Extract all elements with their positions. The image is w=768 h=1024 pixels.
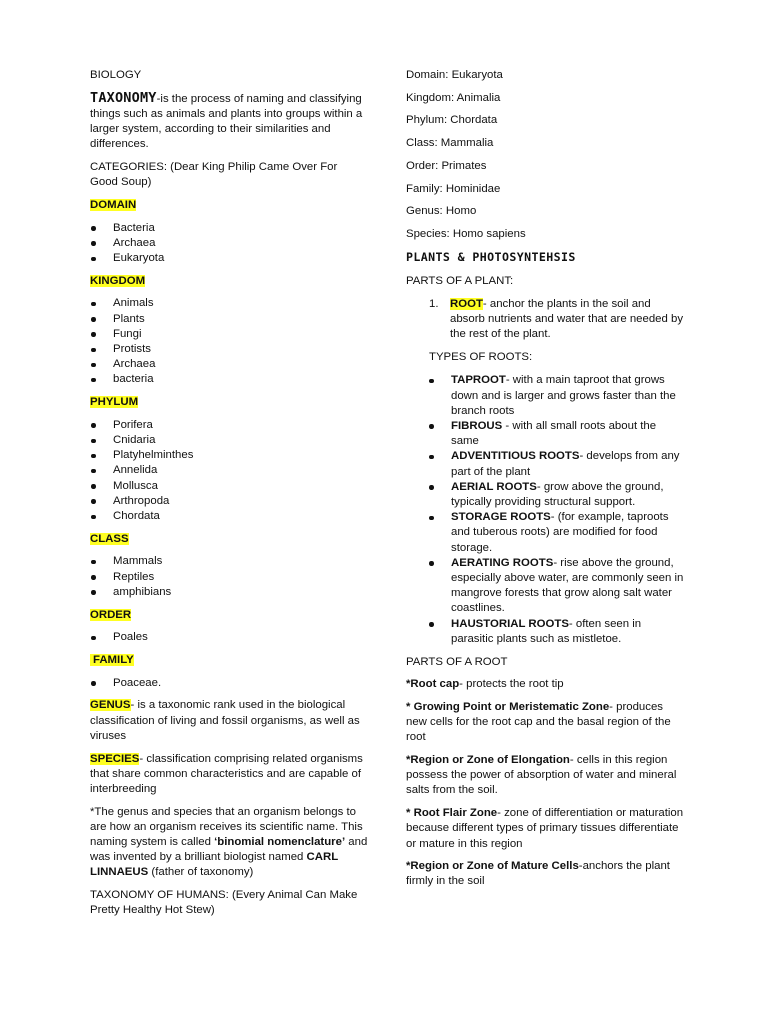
rank-kingdom: Kingdom: Animalia xyxy=(406,91,501,104)
domain-list xyxy=(90,221,368,267)
parts-of-root-label: PARTS OF A ROOT xyxy=(406,655,508,668)
list-item: Archaea xyxy=(90,357,368,372)
list-item: Protists xyxy=(90,342,368,357)
list-item: Eukaryota xyxy=(90,251,368,266)
plants-section-title: PLANTS & PHOTOSYNTEHSIS xyxy=(406,249,576,264)
kingdom-heading: KINGDOM xyxy=(90,274,146,287)
list-item: Porifera xyxy=(90,418,368,433)
species-definition: SPECIES- classification comprising related organisms that share common characteristics and are capable of interbreeding xyxy=(90,752,363,795)
root-part-root-cap: *Root cap- protects the root tip xyxy=(406,678,564,691)
rank-species: Species: Homo sapiens xyxy=(406,227,526,240)
class-heading: CLASS xyxy=(90,532,129,545)
rank-class: Class: Mammalia xyxy=(406,137,494,150)
parts-of-plant-label: PARTS OF A PLANT: xyxy=(406,274,514,287)
list-item: Poales xyxy=(90,630,368,645)
list-item: TAPROOT- with a main taproot that grows down and is larger and grows faster than the branch roots xyxy=(428,373,686,419)
root-part-flair-zone: * Root Flair Zone- zone of differentiation or maturation because different types of primary tissues differentiate or mature in this region xyxy=(406,807,684,850)
humans-taxonomy-mnemonic: TAXONOMY OF HUMANS: (Every Animal Can Make Pretty Healthy Hot Stew) xyxy=(90,889,358,917)
root-part-elongation: *Region or Zone of Elongation- cells in this region possess the power of absorption of water and mineral salts from the soil. xyxy=(406,754,677,797)
list-item: Annelida xyxy=(90,463,368,478)
root-part-mature-cells: *Region or Zone of Mature Cells-anchors the plant firmly in the soil xyxy=(406,860,670,888)
list-item: amphibians xyxy=(90,585,368,600)
root-types-list xyxy=(406,373,686,647)
list-item: ADVENTITIOUS ROOTS- develops from any part of the plant xyxy=(428,449,686,479)
list-item: Chordata xyxy=(90,509,368,524)
phylum-list xyxy=(90,418,368,524)
rank-genus: Genus: Homo xyxy=(406,205,477,218)
list-item: Bacteria xyxy=(90,221,368,236)
list-item: Fungi xyxy=(90,327,368,342)
list-item: HAUSTORIAL ROOTS- often seen in parasitic plants such as mistletoe. xyxy=(428,617,686,647)
kingdom-list xyxy=(90,296,368,387)
list-item: FIBROUS - with all small roots about the same xyxy=(428,419,686,449)
rank-phylum: Phylum: Chordata xyxy=(406,114,498,127)
rank-order: Order: Primates xyxy=(406,159,487,172)
list-item: STORAGE ROOTS- (for example, taproots and tuberous roots) are modified for food storage. xyxy=(428,510,686,556)
numbered-item-root: 1. ROOT- anchor the plants in the soil and absorb nutrients and water that are needed by the rest of the plant. xyxy=(429,297,684,340)
list-item: Platyhelminthes xyxy=(90,448,368,463)
list-item: Mollusca xyxy=(90,479,368,494)
list-item: bacteria xyxy=(90,372,368,387)
item-number: 1. xyxy=(429,297,439,310)
list-item: Mammals xyxy=(90,554,368,569)
rank-domain: Domain: Eukaryota xyxy=(406,69,503,81)
right-column xyxy=(406,68,686,897)
order-heading: ORDER xyxy=(90,608,132,621)
list-item: AERATING ROOTS- rise above the ground, especially above water, are commonly seen in mangrove forests that grow along salt water coastlines. xyxy=(428,556,686,617)
list-item: Animals xyxy=(90,296,368,311)
list-item: Poaceae. xyxy=(90,676,368,691)
family-list xyxy=(90,676,368,691)
taxonomy-term: TAXONOMY xyxy=(90,89,157,106)
left-column xyxy=(90,68,368,926)
root-term: ROOT xyxy=(450,297,483,310)
types-of-roots-label: TYPES OF ROOTS: xyxy=(429,351,533,364)
list-item: Reptiles xyxy=(90,570,368,585)
binomial-note: *The genus and species that an organism belongs to are how an organism receives its scientific name. This naming system is called ‘binomial nomenclature’ and was invented by a brilliant biologist named CARL LINNAEUS (father of taxonomy) xyxy=(90,805,368,879)
list-item: Cnidaria xyxy=(90,433,368,448)
subject-label: BIOLOGY xyxy=(90,69,142,81)
family-heading: FAMILY xyxy=(90,653,368,668)
root-part-growing-point: * Growing Point or Meristematic Zone- produces new cells for the root cap and the basal region of the root xyxy=(406,700,671,744)
categories-mnemonic: CATEGORIES: (Dear King Philip Came Over For Good Soup) xyxy=(90,161,338,189)
list-item: Arthropoda xyxy=(90,494,368,509)
rank-family: Family: Hominidae xyxy=(406,182,501,195)
domain-heading: DOMAIN xyxy=(90,198,137,211)
list-item: Plants xyxy=(90,312,368,327)
list-item: AERIAL ROOTS- grow above the ground, typically providing structural support. xyxy=(428,480,686,510)
class-list xyxy=(90,554,368,600)
taxonomy-definition: TAXONOMY-is the process of naming and classifying things such as animals and plants into groups within a larger system, according to their similarities and differences. xyxy=(90,89,363,151)
order-list xyxy=(90,630,368,645)
genus-definition: GENUS- is a taxonomic rank used in the biological classification of living and fossil organisms, as well as viruses xyxy=(90,699,360,742)
list-item: Archaea xyxy=(90,236,368,251)
phylum-heading: PHYLUM xyxy=(90,396,139,409)
